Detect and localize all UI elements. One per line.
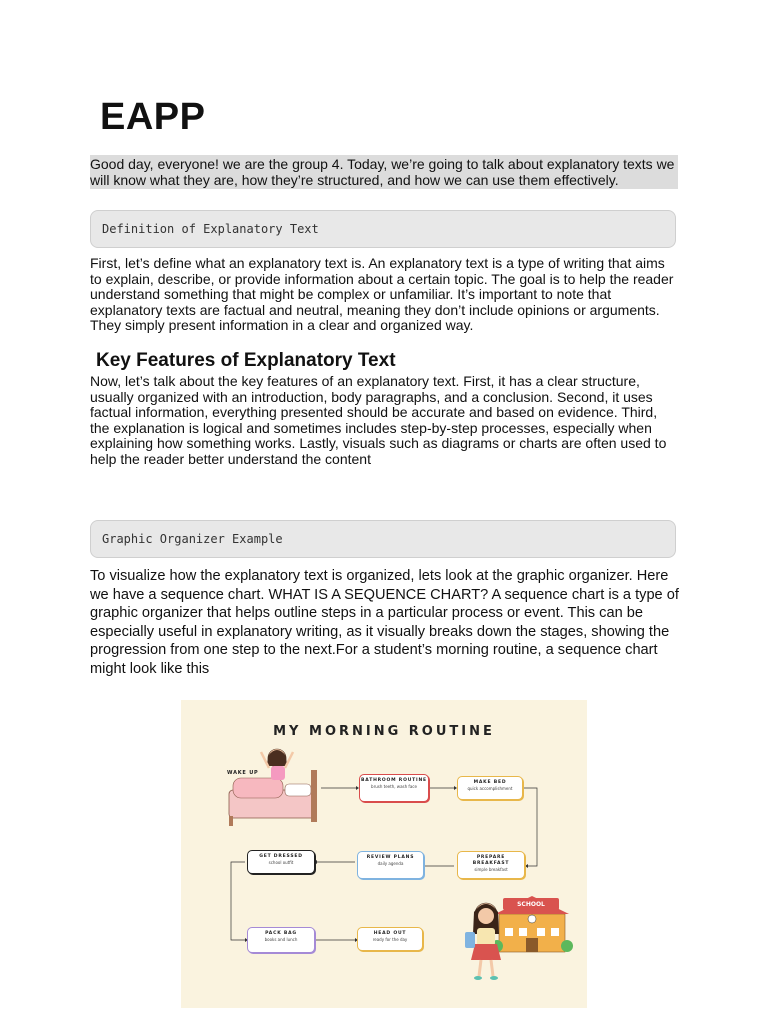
step-title: HEAD OUT [373, 931, 407, 936]
step-make-bed [457, 776, 523, 800]
definition-heading: Definition of Explanatory Text [102, 222, 319, 236]
infographic-title: MY MORNING ROUTINE [273, 724, 495, 739]
step-prepare-breakfast [457, 851, 525, 879]
graphic-organizer-heading: Graphic Organizer Example [102, 532, 283, 546]
step-description: brush teeth, wash face [371, 784, 417, 789]
key-features-heading: Key Features of Explanatory Text [96, 350, 396, 371]
step-description: daily agenda [377, 861, 404, 866]
step-head-out [357, 927, 423, 951]
bed-illustration [229, 749, 317, 826]
step-pack-bag [247, 927, 315, 953]
step-description: simple breakfast [474, 867, 508, 872]
graphic-organizer-heading-block [90, 520, 676, 558]
step-description: school outfit [268, 860, 294, 865]
step-title: PACK BAG [265, 931, 297, 936]
step-title: REVIEW PLANS [366, 855, 415, 860]
key-features-paragraph: Now, let’s talk about the key features of an explanatory text. First, it has a clear structure, usually organized with an introduction, body paragraphs, and a conclusion. Second, it uses factual information, everything presented should be accurate and based on evidence. Third, the explanation is logical and sometimes includes step-by-step processes, especially when explaining how something works. Lastly, visuals such as diagrams or charts are often used to help the reader better understand the content [90, 373, 667, 467]
definition-heading-block [90, 210, 676, 248]
step-bathroom-routine [359, 774, 429, 802]
intro-paragraph: Good day, everyone! we are the group 4. Today, we’re going to talk about explanatory texts we will know what they are, how they’re structured, and how we can use them effectively. [90, 155, 678, 189]
page-title: EAPP [100, 96, 206, 138]
step-title: BATHROOM ROUTINE [361, 778, 427, 783]
step-description: books and lunch [264, 937, 298, 942]
definition-paragraph: First, let’s define what an explanatory text is. An explanatory text is a type of writing that aims to explain, describe, or provide information about a certain topic. The goal is to help the reader understand something that might be complex or unfamiliar. It’s important to note that explanatory texts are factual and neutral, meaning they don’t include opinions or arguments. They simply present information in a clear and organized way. [90, 255, 674, 333]
step-get-dressed [247, 850, 315, 874]
step-description: quick accomplishment [467, 786, 513, 791]
step-title: PREPARE BREAKFAST [472, 855, 510, 866]
morning-routine-infographic [181, 700, 587, 1008]
school-sign-label: SCHOOL [517, 901, 545, 908]
step-title: MAKE BED [473, 780, 507, 785]
step-title: GET DRESSED [259, 854, 303, 859]
step-description: ready for the day [372, 937, 408, 942]
step-review-plans [357, 851, 424, 879]
graphic-organizer-paragraph: To visualize how the explanatory text is organized, lets look at the graphic organizer. Here we have a sequence chart. WHAT IS A SEQUENCE CHART? A sequence chart is a type of graphic organizer that helps outline steps in a particular process or event. This can be especially useful in explanatory writing, as it visually breaks down the stages, showing the progression from one step to the next.For a student’s morning routine, a sequence chart might look like this [90, 568, 679, 677]
wake-up-label: WAKE UP [227, 770, 259, 776]
